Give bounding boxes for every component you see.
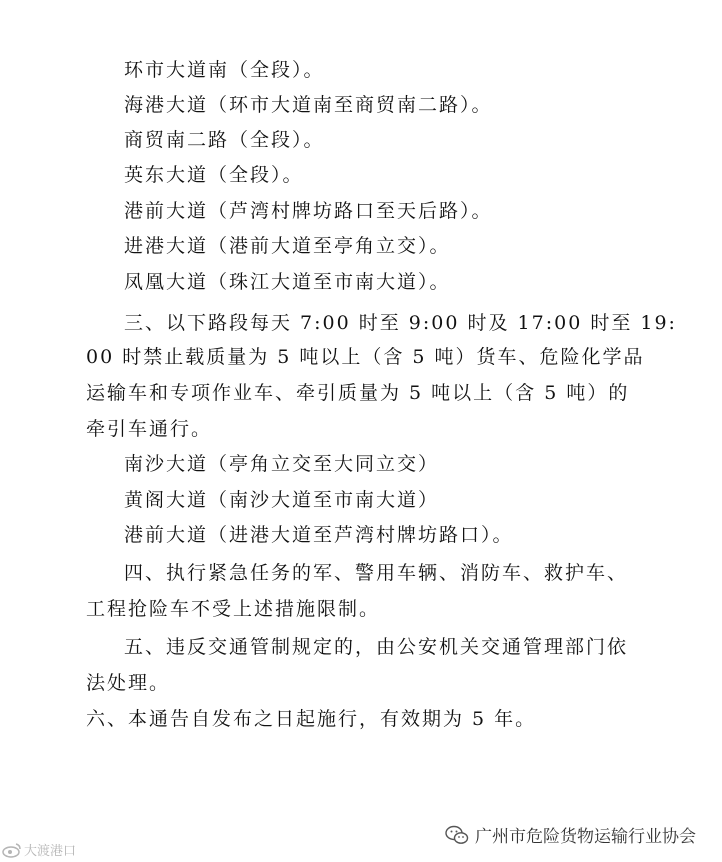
text-line: 南沙大道（亭角立交至大同立交） (124, 453, 440, 475)
text-line: 四、执行紧急任务的军、警用车辆、消防车、救护车、 (124, 562, 629, 584)
text-line: 牵引车通行。 (86, 418, 213, 440)
wechat-icon (445, 825, 469, 845)
source-attribution (445, 822, 696, 847)
text-line: 法处理。 (86, 672, 171, 694)
source-name: 广州市危险货物运输行业协会 (475, 827, 696, 847)
text-line: 五、违反交通管制规定的，由公安机关交通管理部门依 (124, 636, 629, 658)
text-line: 黄阁大道（南沙大道至市南大道） (124, 489, 440, 511)
text-line: 工程抢险车不受上述措施限制。 (86, 598, 381, 620)
text-line: 六、本通告自发布之日起施行，有效期为 5 年。 (86, 708, 537, 730)
text-line: 英东大道（全段）。 (124, 164, 304, 186)
watermark-text: 大渡港口 (24, 844, 77, 859)
weibo-icon (2, 842, 22, 858)
text-line: 海港大道（环市大道南至商贸南二路）。 (124, 94, 493, 116)
text-line: 三、以下路段每天 7:00 时至 9:00 时及 17:00 时至 19: (124, 312, 677, 334)
text-line: 运输车和专项作业车、牵引质量为 5 吨以上（含 5 吨）的 (86, 382, 630, 404)
text-line: 凤凰大道（珠江大道至市南大道）。 (124, 271, 451, 293)
weibo-watermark (2, 840, 76, 859)
text-line: 港前大道（进港大道至芦湾村牌坊路口）。 (124, 524, 514, 546)
text-line: 进港大道（港前大道至亭角立交）。 (124, 235, 451, 257)
text-line: 港前大道（芦湾村牌坊路口至天后路）。 (124, 200, 493, 222)
text-line: 环市大道南（全段）。 (124, 59, 325, 81)
text-line: 00 时禁止载质量为 5 吨以上（含 5 吨）货车、危险化学品 (86, 346, 645, 368)
text-line: 商贸南二路（全段）。 (124, 129, 325, 151)
